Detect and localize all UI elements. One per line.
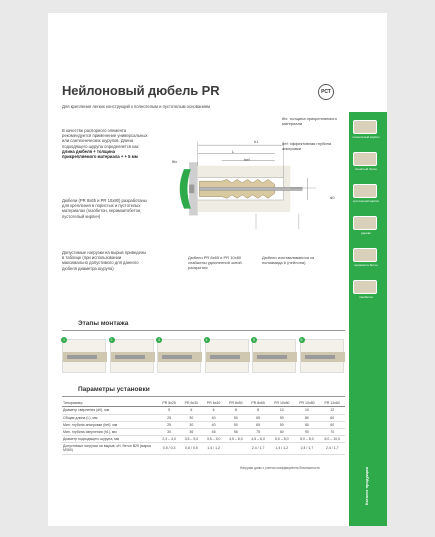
- table-cell: 3,5 – 5,0: [203, 436, 225, 443]
- table-cell: 2,3 – 4,0: [158, 436, 180, 443]
- screw-head: [189, 185, 194, 194]
- step-illustration: [206, 340, 250, 374]
- table-cell: 50: [225, 421, 247, 428]
- table-header-cell: PR 5х25: [158, 400, 180, 407]
- material-label: пустотелый кирпич: [352, 199, 380, 203]
- formula-text: длина дюбеля + толщина прикрепляемого материала + + 5 мм: [62, 148, 138, 160]
- h1-label: h1: [254, 139, 259, 144]
- page-subtitle: Для крепления легких конструкций к полнотелым и пустотелым основаниям: [62, 104, 211, 109]
- certification-mark: РСТ: [318, 84, 334, 100]
- stages-divider: [62, 330, 345, 331]
- top-decoration: [48, 13, 387, 51]
- table-cell: 60: [319, 421, 345, 428]
- table-cell: 60: [319, 414, 345, 421]
- material-swatch: [353, 248, 377, 262]
- mounting-step: [157, 339, 201, 373]
- table-header-cell: Типоразмер: [62, 400, 158, 407]
- table-cell: 6: [203, 407, 225, 414]
- step-number: 2: [110, 338, 113, 342]
- table-cell: 40: [203, 414, 225, 421]
- table-cell: 30: [158, 428, 180, 435]
- table-cell: 8: [225, 407, 247, 414]
- screw-shaft: [199, 187, 302, 190]
- table-cell: Мин. глубина сверления (h1), мм: [62, 428, 158, 435]
- table-row: [62, 436, 345, 443]
- material-label: ячеистый бетон: [355, 167, 377, 171]
- step-illustration: [253, 340, 297, 374]
- step-illustration: [63, 340, 107, 374]
- table-cell: 90: [294, 428, 319, 435]
- material-label: керамзито-бетон: [354, 263, 378, 267]
- mounting-step: [110, 339, 154, 373]
- table-cell: 65: [247, 414, 269, 421]
- material-swatch: [353, 280, 377, 294]
- table-cell: 1,4 / 1,2: [269, 443, 294, 454]
- table-cell: 0,5 / 0,3: [158, 443, 180, 454]
- table-cell: 10: [269, 407, 294, 414]
- load-paragraph: Допустимые нагрузки на вырыв приведены в таблице (при использовании максимально допустимого для данного дюбеля диаметра шурупа): [62, 250, 147, 271]
- table-header-cell: PR 12х60: [319, 400, 345, 407]
- mounting-step: [252, 339, 296, 373]
- tfix-label: tfix: [172, 159, 178, 164]
- table-cell: 25: [158, 414, 180, 421]
- hef-label: hef: [244, 157, 250, 162]
- step-illustration: [301, 340, 345, 374]
- table-row: [62, 414, 345, 421]
- step-illustration: [158, 340, 202, 374]
- table-cell: 12: [319, 407, 345, 414]
- table-cell: Общая длина (L), мм: [62, 414, 158, 421]
- table-cell: 50: [225, 414, 247, 421]
- table-cell: 2,4 / 1,7: [294, 443, 319, 454]
- table-header-cell: PR 10х50: [269, 400, 294, 407]
- mounting-step: [62, 339, 106, 373]
- mounting-stages: [62, 339, 345, 373]
- step-number: 6: [300, 338, 303, 342]
- table-cell: Диаметр сверления (d0), мм: [62, 407, 158, 414]
- table-cell: 4,5 – 6,0: [247, 436, 269, 443]
- d0-label: d0: [330, 195, 335, 200]
- params-divider: [62, 396, 345, 397]
- table-cell: 36: [180, 428, 202, 435]
- mounting-step: [300, 339, 344, 373]
- table-row: [62, 428, 345, 435]
- material-label: дерево: [361, 231, 371, 235]
- params-title: Параметры установки: [78, 386, 150, 393]
- table-cell: 8: [247, 407, 269, 414]
- table-row: [62, 421, 345, 428]
- page-title: Нейлоновый дюбель PR: [62, 83, 220, 98]
- table-header-cell: PR 8х65: [247, 400, 269, 407]
- intro-text: В качестве распорного элемента рекомендуется применение универсальных или сантехнических шурупов. Длина подходящего шурупа определяется как:: [62, 128, 148, 149]
- table-cell: 50: [269, 414, 294, 421]
- material-swatch: [353, 216, 377, 230]
- material-sidebar: [349, 112, 387, 526]
- table-cell: 10: [294, 407, 319, 414]
- table-header-cell: PR 6х40: [203, 400, 225, 407]
- table-cell: 65: [247, 421, 269, 428]
- table-cell: 80: [294, 421, 319, 428]
- table-cell: 5: [158, 407, 180, 414]
- table-cell: 60: [269, 428, 294, 435]
- table-header-cell: PR 6х30: [180, 400, 202, 407]
- table-cell: 6: [180, 407, 202, 414]
- table-cell: 2,4 / 1,7: [319, 443, 345, 454]
- caption-extended-zone: Дюбели PR 8х65 и PR 10х80 снабжены удлиненной зоной раскрытия: [188, 255, 242, 270]
- step-number: 5: [253, 338, 255, 342]
- porous-paragraph: Дюбели (PR 8х65 и PR 10х80) разработаны для крепления в пористых и пустотелых материалах (газобетон, керамзитобетон, пустотелый кирпич): [62, 198, 147, 219]
- material-swatch: [353, 184, 377, 198]
- table-row: [62, 443, 345, 454]
- step-number: 3: [158, 338, 160, 342]
- table-cell: 5,0 – 8,0: [269, 436, 294, 443]
- table-header-cell: PR 8х50: [225, 400, 247, 407]
- table-cell: Допустимые нагрузки на вырыв, кН, бетон В25 (марка М350): [62, 443, 158, 454]
- table-cell: 1,4 / 1,2: [203, 443, 225, 454]
- mounting-step: [205, 339, 249, 373]
- tfix-description: tfix: толщина прикрепляемого материала: [282, 116, 337, 126]
- table-cell: 2,4 / 1,7: [247, 443, 269, 454]
- table-cell: 75: [247, 428, 269, 435]
- table-header-cell: PR 10х80: [294, 400, 319, 407]
- mounting-stages-title: Этапы монтажа: [78, 320, 129, 327]
- intro-paragraph: [62, 128, 148, 159]
- table-cell: 0,6 / 0,5: [180, 443, 202, 454]
- table-cell: 80: [294, 414, 319, 421]
- params-table: [62, 400, 345, 455]
- hef-description: hef: эффективная глубина анкеровки: [282, 141, 332, 151]
- table-cell: [225, 443, 247, 454]
- table-cell: 40: [203, 421, 225, 428]
- table-row: [62, 407, 345, 414]
- caption-material: Дюбели изготавливаются из полиамида 6 (нейлона): [262, 255, 315, 265]
- step-number: 1: [63, 338, 65, 342]
- table-cell: 70: [319, 428, 345, 435]
- table-cell: 56: [225, 428, 247, 435]
- table-cell: 50: [269, 421, 294, 428]
- table-cell: 46: [203, 428, 225, 435]
- table-note: Нагрузки даны с учетом коэффициента безопасности: [240, 466, 320, 470]
- table-cell: 30: [180, 414, 202, 421]
- table-cell: 5,0 – 8,0: [294, 436, 319, 443]
- table-cell: Диаметр подходящего шурупа, мм: [62, 436, 158, 443]
- table-cell: Мин. глубина анкеровки (hef), мм: [62, 421, 158, 428]
- material-label: газобетон: [359, 295, 373, 299]
- step-illustration: [111, 340, 155, 374]
- material-swatch: [353, 152, 377, 166]
- table-cell: 6,0 – 10,0: [319, 436, 345, 443]
- table-cell: 3,5 – 5,0: [180, 436, 202, 443]
- L-label: L: [232, 149, 235, 154]
- sidebar-vertical-title: Каталог продукции: [364, 466, 369, 505]
- table-cell: 25: [158, 421, 180, 428]
- material-swatch: [353, 120, 377, 134]
- step-number: 4: [205, 338, 208, 342]
- table-cell: 4,5 – 6,0: [225, 436, 247, 443]
- table-cell: 30: [180, 421, 202, 428]
- material-label: полнотелый кирпич: [352, 135, 380, 139]
